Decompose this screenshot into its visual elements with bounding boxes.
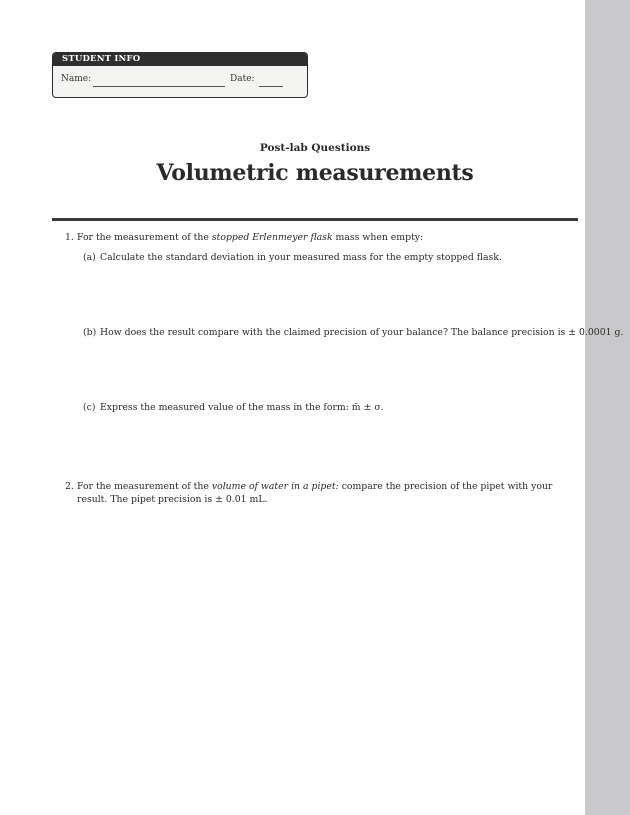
question-number: 1.	[65, 232, 74, 243]
date-field[interactable]	[259, 86, 283, 87]
page-title: Volumetric measurements	[156, 160, 474, 186]
question-text	[77, 231, 423, 244]
question-text-part: mass when empty:	[332, 232, 424, 243]
question-number: 2.	[65, 481, 74, 492]
question-2	[65, 480, 585, 508]
question-text-italic: stopped Erlenmeyer flask	[211, 232, 333, 243]
name-field[interactable]	[93, 86, 225, 87]
title-divider	[52, 218, 578, 221]
part-label: (c)	[83, 402, 96, 413]
part-text: How does the result compare with the claimed precision of your balance? The balance precision is ± 0.0001 g.	[100, 327, 624, 338]
student-info-header: STUDENT INFO	[53, 53, 307, 66]
question-1-part-c	[83, 401, 563, 415]
part-label: (b)	[83, 327, 97, 338]
student-info-box	[52, 52, 308, 98]
question-text-part: For the measurement of the	[77, 232, 212, 243]
name-label: Name:	[61, 74, 92, 84]
question-1-part-a	[83, 251, 563, 265]
date-label: Date:	[230, 74, 255, 84]
student-info-row	[53, 66, 307, 97]
part-text: Express the measured value of the mass in the form: m̄ ± σ.	[100, 402, 384, 413]
question-1-part-b	[83, 326, 624, 340]
question-text-italic: volume of water in a pipet:	[211, 481, 339, 492]
question-text	[77, 480, 582, 506]
question-1	[65, 231, 585, 245]
page-subtitle: Post-lab Questions	[259, 142, 371, 154]
part-label: (a)	[83, 252, 96, 263]
question-text-part: For the measurement of the	[77, 481, 212, 492]
question-text-part: compare the precision of the pipet with your result. The pipet precision is ± 0.01 mL.	[77, 481, 553, 505]
page-side-margin-band	[585, 0, 630, 815]
part-text: Calculate the standard deviation in your measured mass for the empty stopped flask.	[100, 252, 502, 263]
